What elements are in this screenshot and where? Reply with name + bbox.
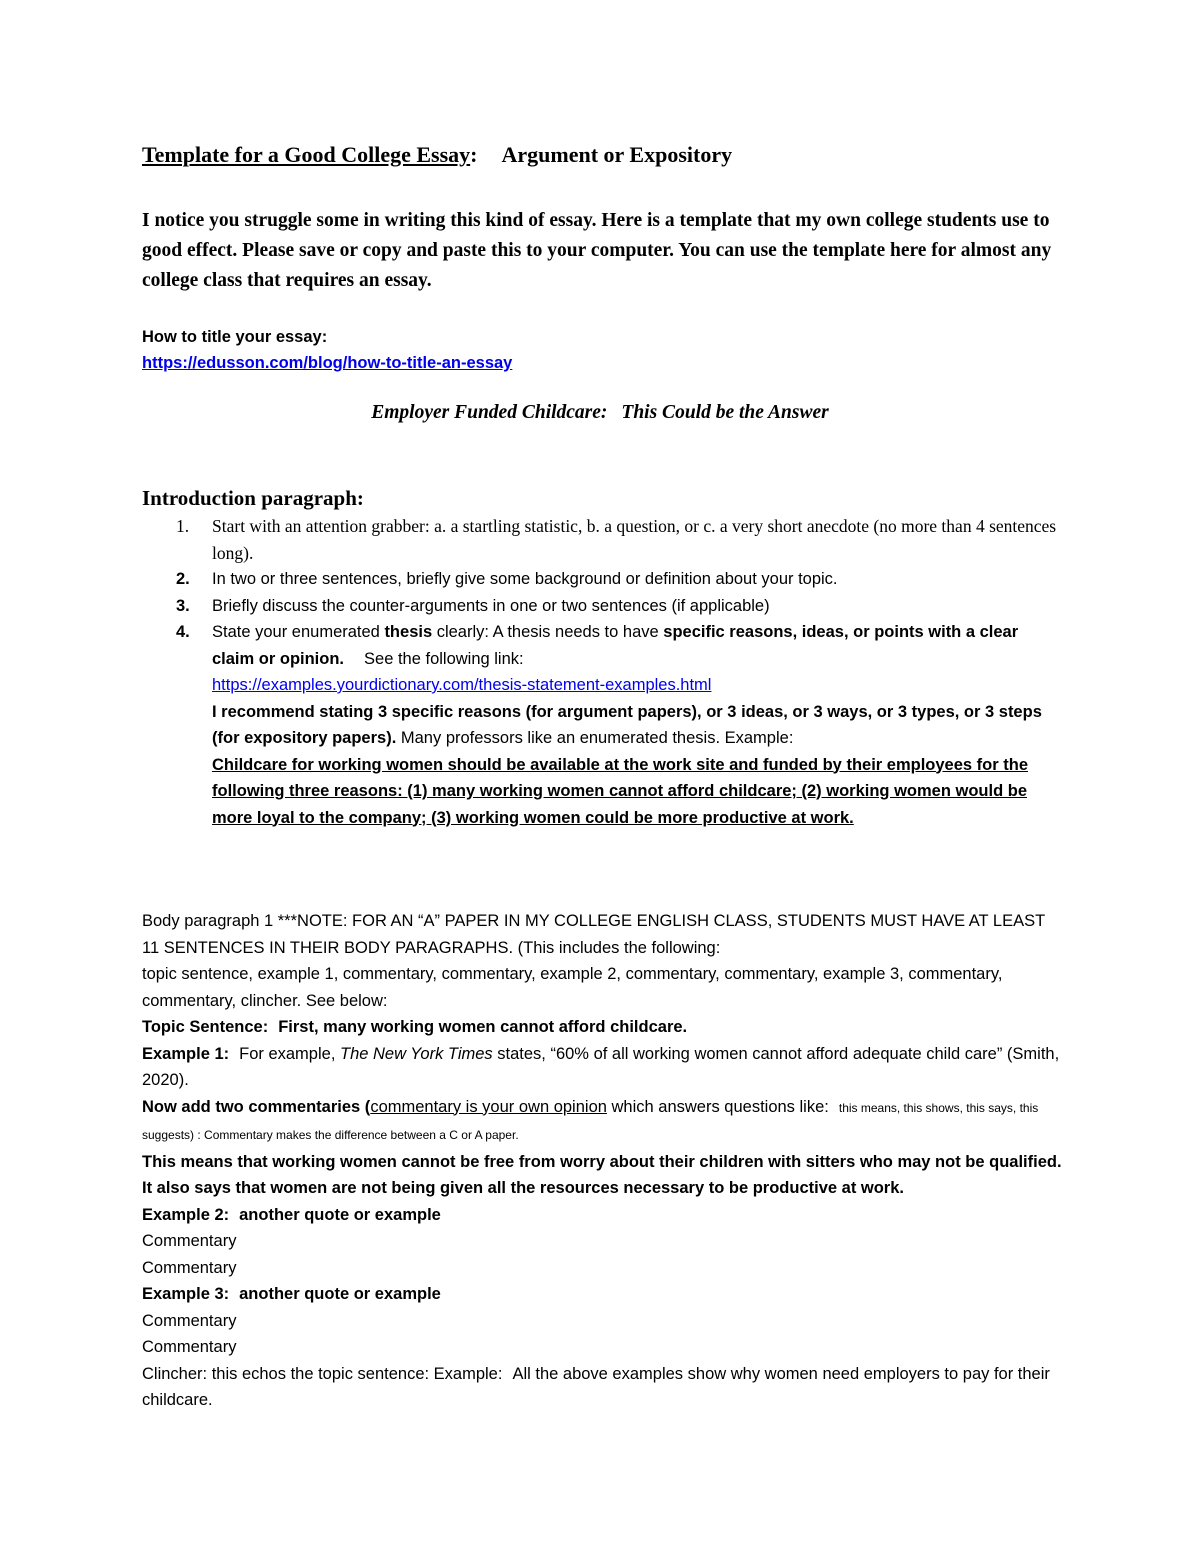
- commentary-line: Commentary: [142, 1311, 237, 1330]
- body-paragraph-section: [142, 908, 1062, 1414]
- step-2-text: In two or three sentences, briefly give some background or definition about your topic.: [212, 570, 838, 588]
- title-help-link[interactable]: https://edusson.com/blog/how-to-title-an-essay: [142, 354, 513, 372]
- intro-paragraph: I notice you struggle some in writing this kind of essay. Here is a template that my own college students use to good effect. Please save or copy and paste this to your computer. You can use the template here for almost any college class that requires an essay.: [142, 210, 1052, 291]
- list-item: 3. Briefly discuss the counter-arguments in one or two sentences (if applicable): [176, 596, 770, 615]
- commentary-line: Commentary: [142, 1232, 237, 1250]
- commentary-instructions: Now add two commentaries (commentary is your own opinion which answers questions like: this means, this shows, this says, this suggests) : Commentary makes the difference between a C or A paper.: [142, 1097, 1039, 1142]
- title-help: [142, 324, 1072, 376]
- body-note: Body paragraph 1 ***NOTE: FOR AN “A” PAPER IN MY COLLEGE ENGLISH CLASS, STUDENTS MUST HAVE AT LEAST 11 SENTENCES IN THEIR BODY PARAGRAPHS. (This includes the following:: [142, 912, 1045, 957]
- example-title-part2: This Could be the Answer: [621, 402, 829, 423]
- list-item: 1. Start with an attention grabber: a. a startling statistic, b. a question, or c. a very short anecdote (no more than 4 sentences long).: [176, 516, 1057, 563]
- title-colon: :: [470, 142, 478, 167]
- title-help-label: How to title your essay:: [142, 328, 328, 346]
- thesis-examples-link[interactable]: https://examples.yourdictionary.com/thesis-statement-examples.html: [212, 676, 712, 694]
- list-item: 4. State your enumerated thesis clearly: A thesis needs to have specific reasons, ideas, or points with a clear claim or opinion. See the following link: https://examples.yourdictionary.com/thesis-statement-examples.html I recommend stating 3 specific reasons (for argument papers), or 3 ideas, or 3 ways, or 3 types, or 3 steps (for expository papers). Many professors like an enumerated thesis. Example: Childcare for working women should be available at the work site and funded by their employees for the following three reasons: (1) many working women cannot afford childcare; (2) working women would be more loyal to the company; (3) working women could be more productive at work.: [176, 623, 1042, 827]
- list-item: 2. In two or three sentences, briefly give some background or definition about your topic.: [176, 570, 838, 588]
- body-note-list: topic sentence, example 1, commentary, commentary, example 2, commentary, commentary, example 3, commentary, commentary, clincher. See below:: [142, 965, 1003, 1010]
- commentary-example: This means that working women cannot be free from worry about their children with sitters who may not be qualified. It also says that women are not being given all the resources necessary to be productive at work.: [142, 1152, 1062, 1197]
- example-3-line: Example 3: another quote or example: [142, 1285, 441, 1303]
- topic-sentence-line: Topic Sentence: First, many working women cannot afford childcare.: [142, 1018, 688, 1036]
- document-title: [142, 142, 1072, 168]
- example-2-line: Example 2: another quote or example: [142, 1205, 441, 1224]
- step-1-text: Start with an attention grabber: a. a startling statistic, b. a question, or c. a very short anecdote (no more than 4 sentences long).: [212, 516, 1057, 563]
- thesis-example: Childcare for working women should be available at the work site and funded by their employees for the following three reasons: (1) many working women cannot afford childcare; (2) working women would be more loyal to the company; (3) working women could be more productive at work.: [212, 755, 1028, 827]
- title-rest: Argument or Expository: [501, 142, 733, 167]
- title-main: Template for a Good College Essay: [142, 142, 471, 167]
- example-title-part1: Employer Funded Childcare:: [371, 402, 608, 423]
- intro-heading: Introduction paragraph:: [142, 486, 364, 510]
- intro-steps-list: [142, 513, 1062, 831]
- example-essay-title: [0, 402, 1200, 424]
- example-1-line: Example 1: For example, The New York Times states, “60% of all working women cannot afford adequate child care” (Smith, 2020).: [142, 1044, 1060, 1089]
- commentary-line: Commentary: [142, 1258, 237, 1277]
- clincher-line: Clincher: this echos the topic sentence: Example: All the above examples show why women need employers to pay for their childcare.: [142, 1364, 1050, 1409]
- commentary-line: Commentary: [142, 1338, 237, 1356]
- step-3-text: Briefly discuss the counter-arguments in one or two sentences (if applicable): [212, 596, 770, 615]
